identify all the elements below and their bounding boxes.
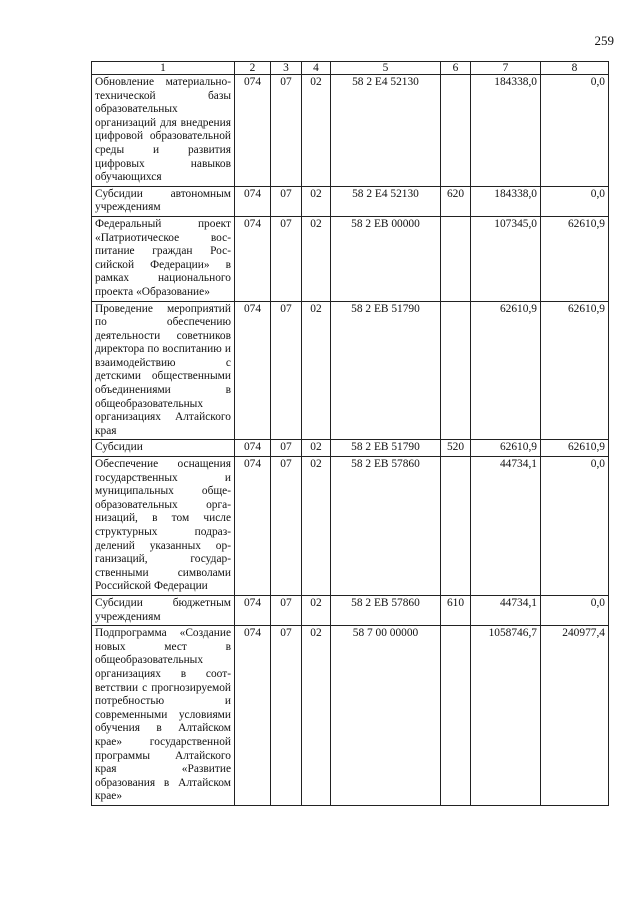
- federal-amount-cell: 0,0: [541, 595, 609, 625]
- amount-cell: 44734,1: [471, 457, 541, 596]
- column-header-7: 7: [471, 62, 541, 75]
- admin-code-cell: 074: [235, 440, 271, 457]
- amount-cell: 1058746,7: [471, 626, 541, 806]
- subsection-code-cell: 02: [302, 440, 331, 457]
- federal-amount-cell: 62610,9: [541, 216, 609, 301]
- column-header-2: 2: [235, 62, 271, 75]
- federal-amount-cell: 0,0: [541, 75, 609, 187]
- row-name-cell: Субсидии бюджетным учреждениям: [92, 595, 235, 625]
- subsection-code-cell: 02: [302, 75, 331, 187]
- admin-code-cell: 074: [235, 626, 271, 806]
- federal-amount-cell: 240977,4: [541, 626, 609, 806]
- admin-code-cell: 074: [235, 186, 271, 216]
- target-article-cell: 58 2 Е4 52130: [331, 75, 441, 187]
- column-header-3: 3: [271, 62, 302, 75]
- table-row: [92, 595, 609, 625]
- section-code-cell: 07: [271, 595, 302, 625]
- subsection-code-cell: 02: [302, 626, 331, 806]
- table-row: [92, 626, 609, 806]
- subsection-code-cell: 02: [302, 595, 331, 625]
- budget-table: [91, 61, 609, 806]
- expense-type-cell: 610: [441, 595, 471, 625]
- amount-cell: 184338,0: [471, 186, 541, 216]
- admin-code-cell: 074: [235, 457, 271, 596]
- table-row: [92, 75, 609, 187]
- row-name-cell: Обновление материально-технической базы образовательных организаций для внедрения цифровой образовательной среды и развития цифровых навыков обучающихся: [92, 75, 235, 187]
- expense-type-cell: [441, 301, 471, 440]
- target-article-cell: 58 2 ЕВ 57860: [331, 595, 441, 625]
- row-name-cell: Субсидии автономным учреждениям: [92, 186, 235, 216]
- target-article-cell: 58 2 ЕВ 51790: [331, 440, 441, 457]
- column-header-4: 4: [302, 62, 331, 75]
- column-header-5: 5: [331, 62, 441, 75]
- section-code-cell: 07: [271, 457, 302, 596]
- amount-cell: 62610,9: [471, 301, 541, 440]
- expense-type-cell: [441, 216, 471, 301]
- admin-code-cell: 074: [235, 301, 271, 440]
- expense-type-cell: [441, 457, 471, 596]
- row-name-cell: Обеспечение оснащения государственных и муниципальных общеобразовательных организаций, в том числе структурных подразделений указанных организаций, государственными символами Российской Федерации: [92, 457, 235, 596]
- page-number: 259: [594, 33, 614, 48]
- expense-type-cell: 620: [441, 186, 471, 216]
- table-row: [92, 440, 609, 457]
- expense-type-cell: 520: [441, 440, 471, 457]
- column-header-8: 8: [541, 62, 609, 75]
- amount-cell: 184338,0: [471, 75, 541, 187]
- admin-code-cell: 074: [235, 595, 271, 625]
- column-header-1: 1: [92, 62, 235, 75]
- federal-amount-cell: 0,0: [541, 186, 609, 216]
- row-name-cell: Федеральный проект «Патриотическое воспитание граждан Российской Федерации» в рамках национального проекта «Образование»: [92, 216, 235, 301]
- target-article-cell: 58 2 ЕВ 00000: [331, 216, 441, 301]
- section-code-cell: 07: [271, 186, 302, 216]
- row-name-cell: Проведение мероприятий по обеспечению деятельности советников директора по воспитанию и взаимодействию с детскими общественными объединениями в общеобразовательных организациях Алтайского края: [92, 301, 235, 440]
- federal-amount-cell: 62610,9: [541, 440, 609, 457]
- subsection-code-cell: 02: [302, 301, 331, 440]
- subsection-code-cell: 02: [302, 186, 331, 216]
- target-article-cell: 58 7 00 00000: [331, 626, 441, 806]
- amount-cell: 107345,0: [471, 216, 541, 301]
- federal-amount-cell: 0,0: [541, 457, 609, 596]
- expense-type-cell: [441, 626, 471, 806]
- section-code-cell: 07: [271, 626, 302, 806]
- admin-code-cell: 074: [235, 75, 271, 187]
- amount-cell: 44734,1: [471, 595, 541, 625]
- column-header-6: 6: [441, 62, 471, 75]
- amount-cell: 62610,9: [471, 440, 541, 457]
- table-header-row: [92, 62, 609, 75]
- target-article-cell: 58 2 ЕВ 57860: [331, 457, 441, 596]
- section-code-cell: 07: [271, 75, 302, 187]
- row-name-cell: Субсидии: [92, 440, 235, 457]
- table-row: [92, 457, 609, 596]
- table-row: [92, 216, 609, 301]
- table-row: [92, 301, 609, 440]
- expense-type-cell: [441, 75, 471, 187]
- section-code-cell: 07: [271, 440, 302, 457]
- federal-amount-cell: 62610,9: [541, 301, 609, 440]
- target-article-cell: 58 2 Е4 52130: [331, 186, 441, 216]
- admin-code-cell: 074: [235, 216, 271, 301]
- section-code-cell: 07: [271, 216, 302, 301]
- section-code-cell: 07: [271, 301, 302, 440]
- subsection-code-cell: 02: [302, 216, 331, 301]
- table-row: [92, 186, 609, 216]
- target-article-cell: 58 2 ЕВ 51790: [331, 301, 441, 440]
- row-name-cell: Подпрограмма «Создание новых мест в общеобразовательных организациях в соответствии с прогнозируемой потребностью и современными условиями обучения в Алтайском крае» государственной программы Алтайского края «Развитие образования в Алтайском крае»: [92, 626, 235, 806]
- subsection-code-cell: 02: [302, 457, 331, 596]
